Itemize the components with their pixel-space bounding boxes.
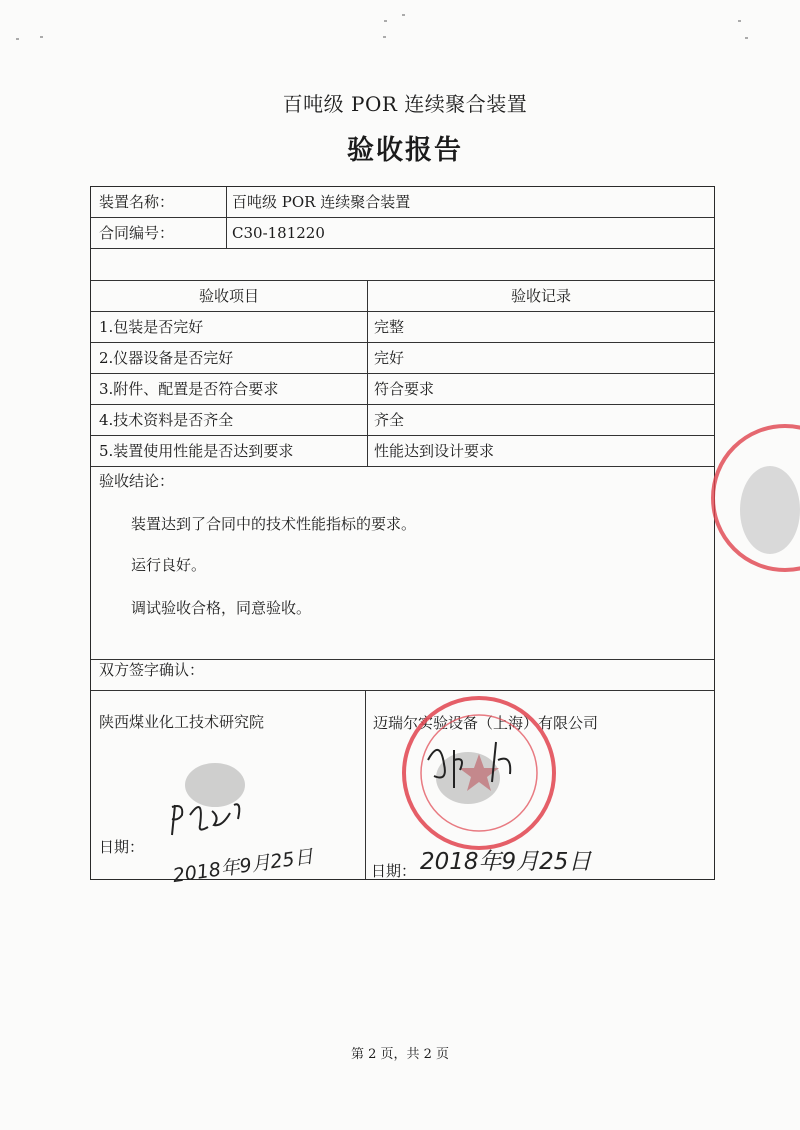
table-rule [91,311,714,312]
check-item: 1.包装是否完好 [99,318,204,336]
signature-scribble-icon [428,742,510,788]
handwritten-date-right-text: 2018年9月25日 [420,849,592,875]
page-footer: 第 2 页，共 2 页 [350,1047,450,1062]
device-name-label: 装置名称： [99,193,175,211]
conclusion-line: 运行良好。 [131,556,207,574]
table-rule [365,690,366,879]
table-rule [91,690,714,691]
conclusion-label: 验收结论： [99,472,175,490]
contract-no-value: C30-181220 [232,224,325,242]
table-rule [91,280,714,281]
check-record: 符合要求 [374,380,435,398]
check-record: 完好 [374,349,405,367]
scan-speck [40,36,43,38]
table-rule [226,187,227,248]
handwritten-date-left-text: 2018年9月25日 [171,845,315,888]
check-item: 5.装置使用性能是否达到要求 [99,442,294,460]
check-item: 3.附件、配置是否符合要求 [99,380,279,398]
table-rule [91,373,714,374]
check-record: 完整 [374,318,405,336]
date-label-right: 日期： [371,862,417,880]
column-header-item: 验收项目 [198,287,259,305]
column-header-record: 验收记录 [510,287,571,305]
document-title: 验收报告 [347,135,463,166]
redaction-blur-icon [185,763,245,807]
table-rule [91,659,714,660]
party-left-name: 陕西煤业化工技术研究院 [99,713,265,731]
check-item: 2.仪器设备是否完好 [99,349,234,367]
table-rule [91,404,714,405]
conclusion-line: 调试验收合格，同意验收。 [131,599,312,617]
edge-seal [700,420,800,580]
contract-no-label: 合同编号： [99,224,175,242]
scan-speck [738,20,741,22]
signature-right [420,730,530,800]
table-rule [91,217,714,218]
check-record: 性能达到设计要求 [374,442,495,460]
scan-speck [16,38,19,40]
signature-section-label: 双方签字确认： [99,661,205,679]
table-rule [91,248,714,249]
table-rule [367,280,368,466]
table-rule [91,466,714,467]
check-item: 4.技术资料是否齐全 [99,411,234,429]
handwritten-date-left [168,835,318,895]
scan-speck [745,37,748,39]
scan-speck [402,14,405,16]
signature-scribble-icon [172,804,239,835]
check-record: 齐全 [374,411,405,429]
document-subtitle: 百吨级 POR 连续聚合装置 [282,92,528,116]
device-name-value: 百吨级 POR 连续聚合装置 [232,193,411,211]
scan-speck [383,36,386,38]
table-rule [91,342,714,343]
conclusion-line: 装置达到了合同中的技术性能指标的要求。 [131,515,417,533]
scan-speck [384,20,387,22]
redaction-blur-icon [740,466,800,554]
table-rule [91,435,714,436]
handwritten-date-right [418,835,598,885]
party-right-name: 迈瑞尔实验设备（上海）有限公司 [373,714,599,732]
date-label-left: 日期： [99,838,145,856]
